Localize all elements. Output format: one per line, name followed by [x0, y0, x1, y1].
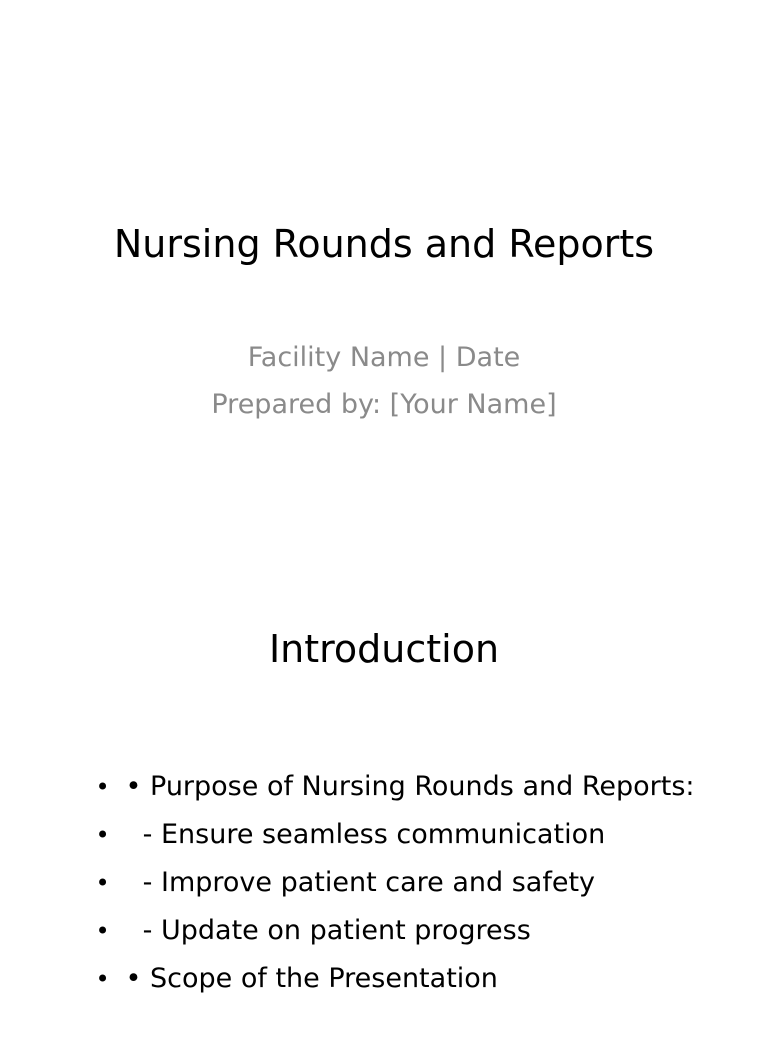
- slide-title: Nursing Rounds and Reports: [113, 222, 655, 266]
- bullet-list: [44, 715, 695, 994]
- bullet-text: • Scope of the Presentation: [125, 963, 498, 994]
- slide-subtitle: [0, 334, 768, 428]
- subtitle-prepared-by: Prepared by: [Your Name]: [211, 389, 557, 420]
- bullet-icon: •: [95, 965, 110, 993]
- bullet-icon: •: [95, 869, 110, 897]
- list-item: [44, 907, 695, 994]
- introduction-slide: [0, 512, 768, 1024]
- subtitle-facility-date: Facility Name | Date: [247, 342, 521, 373]
- bullet-text: - Ensure seamless communication: [125, 819, 606, 850]
- list-item: [44, 859, 695, 946]
- bullet-icon: •: [95, 773, 110, 801]
- title-slide: [0, 0, 768, 512]
- bullet-icon: •: [95, 917, 110, 945]
- list-item: [44, 715, 695, 802]
- bullet-text: - Improve patient care and safety: [125, 867, 596, 898]
- list-item: [44, 811, 695, 898]
- slide-title: Introduction: [268, 627, 500, 671]
- list-item: [44, 763, 695, 850]
- bullet-text: - Update on patient progress: [125, 915, 531, 946]
- bullet-text: • Purpose of Nursing Rounds and Reports:: [125, 771, 695, 802]
- bullet-icon: •: [95, 821, 110, 849]
